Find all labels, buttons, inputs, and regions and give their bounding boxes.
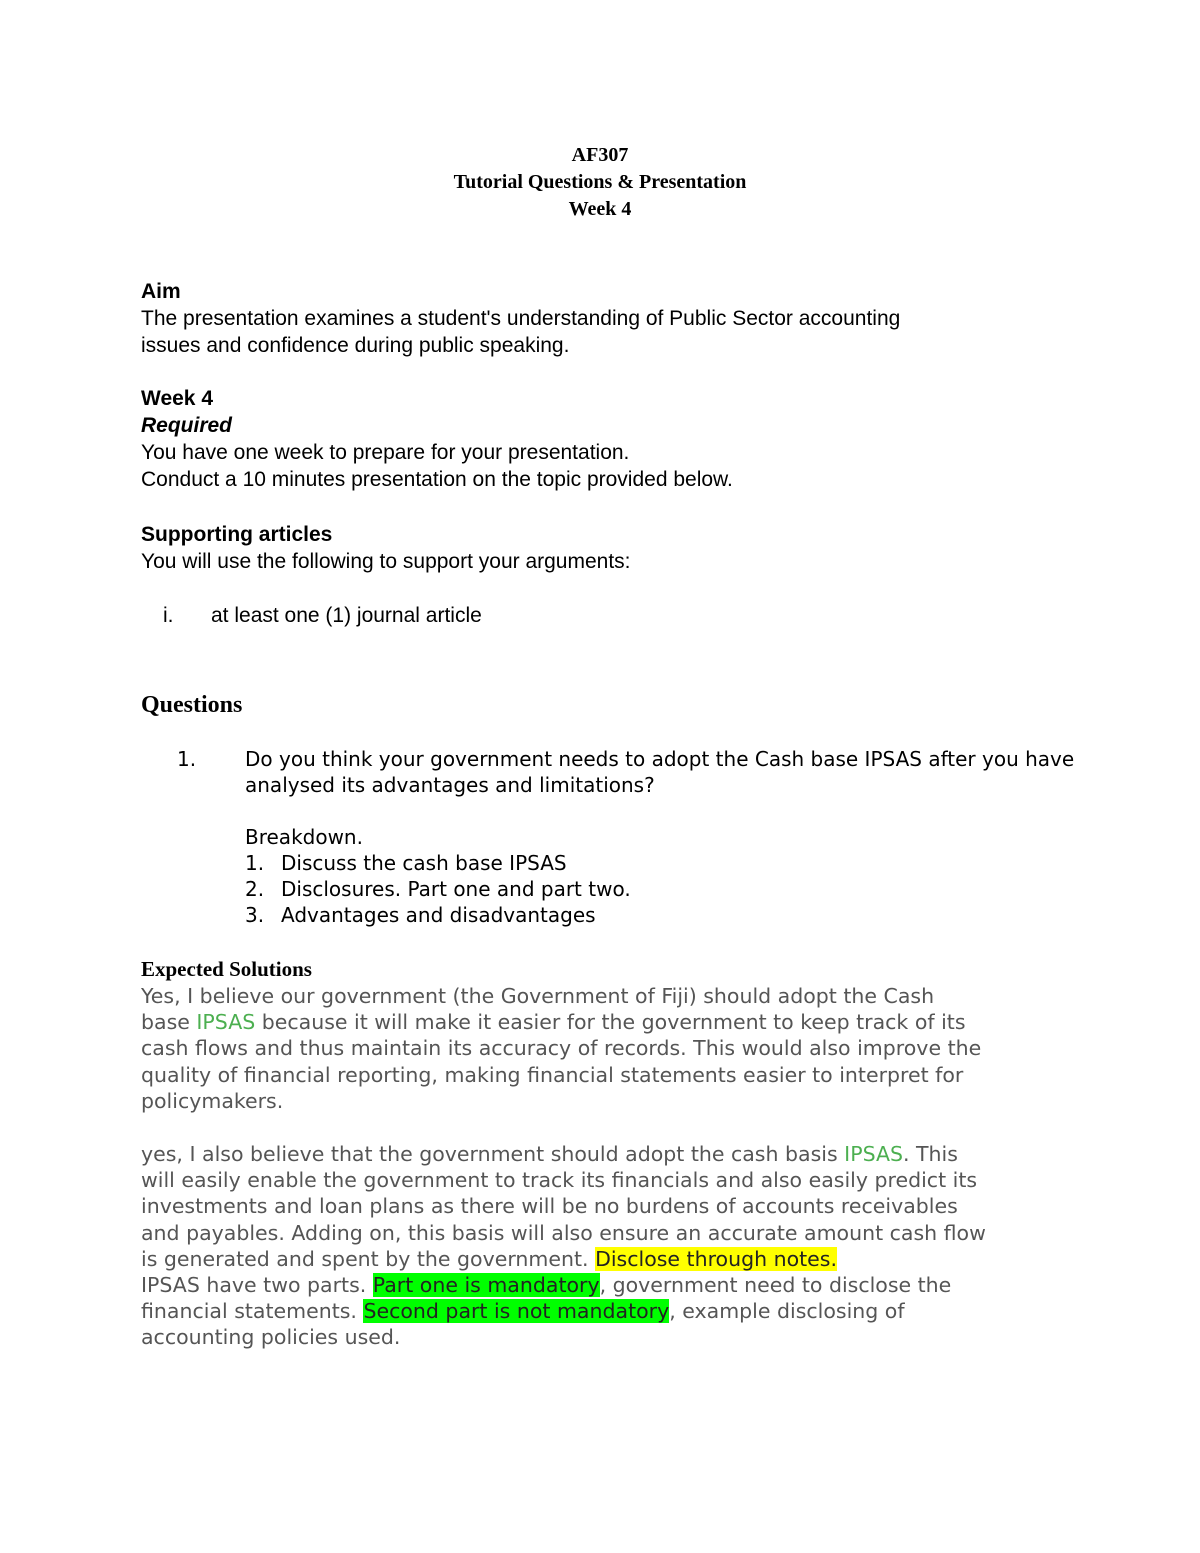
solution-line: accounting policies used. xyxy=(141,1325,401,1350)
breakdown-text: Discuss the cash base IPSAS xyxy=(281,851,567,875)
breakdown-text: Disclosures. Part one and part two. xyxy=(281,877,631,901)
aim-line: issues and confidence during public speaking. xyxy=(141,334,570,357)
solution-text: because it will make it easier for the government to keep track of its xyxy=(255,1010,966,1035)
aim-section xyxy=(141,278,1081,359)
question-line: Do you think your government needs to adopt the Cash base IPSAS after you have xyxy=(245,747,1075,771)
questions-heading: Questions xyxy=(141,692,243,718)
week-label: Week 4 xyxy=(568,198,632,220)
supporting-intro: You will use the following to support your arguments: xyxy=(141,550,631,573)
document-title: Tutorial Questions & Presentation xyxy=(453,171,747,193)
breakdown-block xyxy=(245,824,631,928)
solution-text: , example disclosing of xyxy=(669,1299,905,1324)
course-code: AF307 xyxy=(571,144,629,166)
solution-paragraph-1 xyxy=(141,983,1071,1114)
week-line: Conduct a 10 minutes presentation on the topic provided below. xyxy=(141,468,733,491)
list-item xyxy=(141,602,641,629)
solution-line: cash flows and thus maintain its accuracy of records. This would also improve the xyxy=(141,1036,982,1061)
question-line: analysed its advantages and limitations? xyxy=(245,773,655,797)
expected-solutions-heading: Expected Solutions xyxy=(141,957,312,981)
solution-line xyxy=(141,1009,1071,1035)
ipsas-term: IPSAS xyxy=(196,1010,256,1035)
breakdown-label: Breakdown. xyxy=(245,825,363,849)
breakdown-item xyxy=(245,902,631,928)
solution-text: financial statements. xyxy=(141,1299,364,1324)
breakdown-number: 1. xyxy=(245,851,265,875)
question-number: 1. xyxy=(177,747,197,771)
required-subheading: Required xyxy=(141,414,233,437)
supporting-section xyxy=(141,521,1081,575)
solution-line: policymakers. xyxy=(141,1088,284,1113)
highlighted-note: Disclose through notes. xyxy=(595,1246,837,1271)
breakdown-number: 2. xyxy=(245,877,265,901)
aim-line: The presentation examines a student's understanding of Public Sector accounting xyxy=(141,307,901,330)
week-heading: Week 4 xyxy=(141,387,213,410)
breakdown-item xyxy=(245,876,631,902)
solution-line xyxy=(141,1298,1071,1324)
solution-text: yes, I also believe that the government should adopt the cash basis xyxy=(141,1142,845,1166)
breakdown-list xyxy=(245,850,631,928)
solution-text: base xyxy=(141,1010,197,1035)
aim-heading: Aim xyxy=(141,280,181,303)
highlighted-part-two: Second part is not mandatory xyxy=(363,1299,670,1324)
solution-line: investments and loan plans as there will be no burdens of accounts receivables xyxy=(141,1194,958,1219)
breakdown-item xyxy=(245,850,631,876)
solution-line: and payables. Adding on, this basis will also ensure an accurate amount cash flow xyxy=(141,1220,986,1245)
question-text xyxy=(245,746,1075,798)
week-line: You have one week to prepare for your presentation. xyxy=(141,441,630,464)
solution-text: is generated and spent by the government. xyxy=(141,1246,596,1271)
list-marker: i. xyxy=(163,604,174,627)
solution-text: . This xyxy=(903,1142,958,1166)
solution-line xyxy=(141,1272,1071,1298)
document-title-block xyxy=(0,142,1200,223)
solution-text: IPSAS have two parts. xyxy=(141,1273,373,1298)
supporting-list xyxy=(141,602,641,629)
supporting-heading: Supporting articles xyxy=(141,523,333,546)
solution-line xyxy=(141,1141,1071,1167)
solution-text: , government need to disclose the xyxy=(599,1273,952,1298)
solution-line: will easily enable the government to track its financials and also easily predict its xyxy=(141,1168,978,1193)
ipsas-term: IPSAS xyxy=(844,1142,903,1166)
breakdown-number: 3. xyxy=(245,903,265,927)
solution-line: quality of financial reporting, making financial statements easier to interpret for xyxy=(141,1062,964,1087)
week-section xyxy=(141,385,1081,493)
solution-line xyxy=(141,1246,1071,1272)
solution-line: Yes, I believe our government (the Government of Fiji) should adopt the Cash xyxy=(141,984,935,1008)
list-item-text: at least one (1) journal article xyxy=(211,604,482,627)
highlighted-part-one: Part one is mandatory xyxy=(372,1273,600,1298)
breakdown-text: Advantages and disadvantages xyxy=(281,903,596,927)
solution-paragraph-2 xyxy=(141,1141,1071,1351)
